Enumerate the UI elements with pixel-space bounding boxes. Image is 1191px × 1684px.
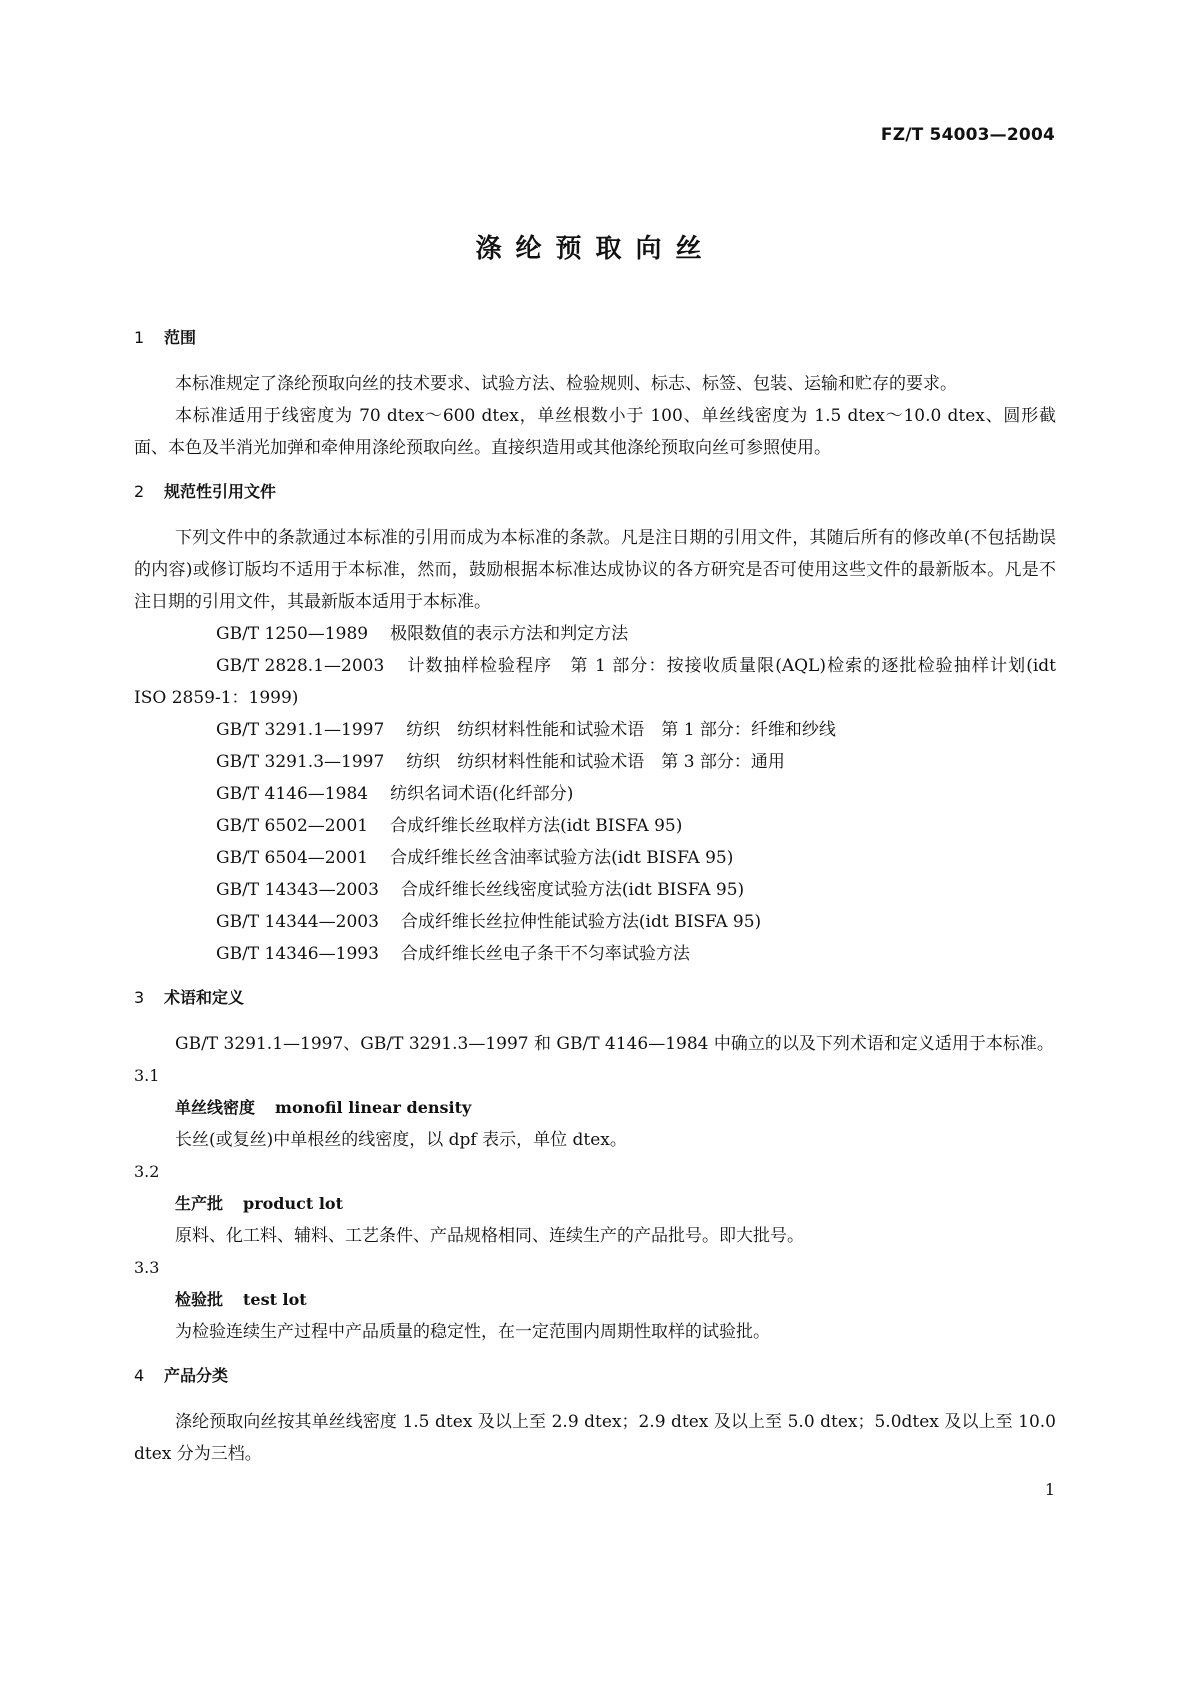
section-title: 范围	[164, 328, 197, 347]
term-definition: 长丝(或复丝)中单根丝的线密度，以 dpf 表示，单位 dtex。	[175, 1130, 627, 1150]
reference-item	[134, 906, 1056, 938]
reference-code: GB/T 14344—2003	[216, 912, 379, 932]
reference-code: GB/T 3291.3—1997	[216, 752, 385, 772]
reference-title: 合成纤维长丝拉伸性能试验方法(idt BISFA 95)	[400, 912, 762, 932]
document-title: 涤纶预取向丝	[475, 234, 716, 264]
reference-code: GB/T 6504—2001	[216, 848, 369, 868]
term-number: 3.1	[134, 1066, 160, 1085]
term-number: 3.3	[134, 1258, 160, 1277]
section-title: 术语和定义	[164, 988, 245, 1007]
section-number: 1	[134, 328, 145, 347]
document-body	[134, 322, 1056, 1482]
reference-item	[134, 746, 1056, 778]
standard-code: FZ/T 54003—2004	[880, 125, 1055, 145]
term-zh: 单丝线密度	[175, 1098, 256, 1117]
reference-item	[134, 714, 1056, 746]
reference-item	[134, 778, 1056, 810]
section-title: 产品分类	[164, 1366, 229, 1385]
paragraph: 本标准规定了涤纶预取向丝的技术要求、试验方法、检验规则、标志、标签、包装、运输和贮存的要求。	[175, 374, 957, 394]
reference-item	[134, 874, 1056, 906]
term-heading	[134, 1284, 1056, 1316]
reference-item	[134, 938, 1056, 970]
term-zh: 生产批	[175, 1194, 224, 1213]
paragraph: 本标准适用于线密度为 70 dtex～600 dtex，单丝根数小于 100、单丝线密度为 1.5 dtex～10.0 dtex、圆形截面、本色及半消光加弹和牵伸用涤纶预取向丝。直接织造用或其他涤纶预取向丝可参照使用。	[134, 406, 1056, 458]
reference-code: GB/T 14343—2003	[216, 880, 379, 900]
section-1-heading	[134, 322, 1056, 354]
term-heading	[134, 1092, 1056, 1124]
section-number: 3	[134, 988, 145, 1007]
term-definition: 原料、化工料、辅料、工艺条件、产品规格相同、连续生产的产品批号。即大批号。	[175, 1226, 804, 1246]
section-2	[134, 476, 1056, 970]
reference-code: GB/T 2828.1—2003	[216, 656, 385, 676]
page-number: 1	[1044, 1480, 1055, 1499]
reference-code: GB/T 14346—1993	[216, 944, 379, 964]
reference-code: GB/T 4146—1984	[216, 784, 369, 804]
reference-code: GB/T 1250—1989	[216, 624, 369, 644]
reference-title: 合成纤维长丝取样方法(idt BISFA 95)	[390, 816, 683, 836]
reference-code: GB/T 6502—2001	[216, 816, 369, 836]
paragraph: 下列文件中的条款通过本标准的引用而成为本标准的条款。凡是注日期的引用文件，其随后所有的修改单(不包括勘误的内容)或修订版均不适用于本标准，然而，鼓励根据本标准达成协议的各方研究是否可使用这些文件的最新版本。凡是不注日期的引用文件，其最新版本适用于本标准。	[134, 528, 1056, 612]
reference-code: GB/T 3291.1—1997	[216, 720, 385, 740]
paragraph: GB/T 3291.1—1997、GB/T 3291.3—1997 和 GB/T 4146—1984 中确立的以及下列术语和定义适用于本标准。	[175, 1034, 1054, 1054]
section-4	[134, 1360, 1056, 1470]
section-title: 规范性引用文件	[164, 482, 277, 501]
reference-title: 极限数值的表示方法和判定方法	[390, 624, 629, 644]
section-3	[134, 982, 1056, 1348]
section-4-heading	[134, 1360, 1056, 1392]
reference-title: 计数抽样检验程序 第 1 部分：按接收质量限(AQL)检索的逐批检验抽样计划(idt ISO 2859-1：1999)	[134, 656, 1056, 708]
reference-title: 纺织 纺织材料性能和试验术语 第 3 部分：通用	[406, 752, 785, 772]
reference-title: 合成纤维长丝含油率试验方法(idt BISFA 95)	[390, 848, 734, 868]
section-number: 2	[134, 482, 145, 501]
reference-item	[134, 618, 1056, 650]
reference-item	[134, 842, 1056, 874]
term-zh: 检验批	[175, 1290, 224, 1309]
section-number: 4	[134, 1366, 145, 1385]
term-en: monofil linear density	[275, 1098, 472, 1117]
term-number: 3.2	[134, 1162, 160, 1181]
section-2-heading	[134, 476, 1056, 508]
section-3-heading	[134, 982, 1056, 1014]
reference-title: 合成纤维长丝线密度试验方法(idt BISFA 95)	[400, 880, 745, 900]
section-1	[134, 322, 1056, 464]
reference-item	[134, 810, 1056, 842]
term-en: test lot	[243, 1290, 307, 1309]
reference-title: 合成纤维长丝电子条干不匀率试验方法	[400, 944, 690, 964]
term-heading	[134, 1188, 1056, 1220]
reference-item	[134, 650, 1056, 714]
paragraph: 涤纶预取向丝按其单丝线密度 1.5 dtex 及以上至 2.9 dtex；2.9 dtex 及以上至 5.0 dtex；5.0dtex 及以上至 10.0 dtex 分为三档。	[134, 1412, 1056, 1464]
reference-title: 纺织名词术语(化纤部分)	[390, 784, 574, 804]
reference-title: 纺织 纺织材料性能和试验术语 第 1 部分：纤维和纱线	[406, 720, 836, 740]
term-definition: 为检验连续生产过程中产品质量的稳定性，在一定范围内周期性取样的试验批。	[175, 1322, 770, 1342]
term-en: product lot	[243, 1194, 343, 1213]
